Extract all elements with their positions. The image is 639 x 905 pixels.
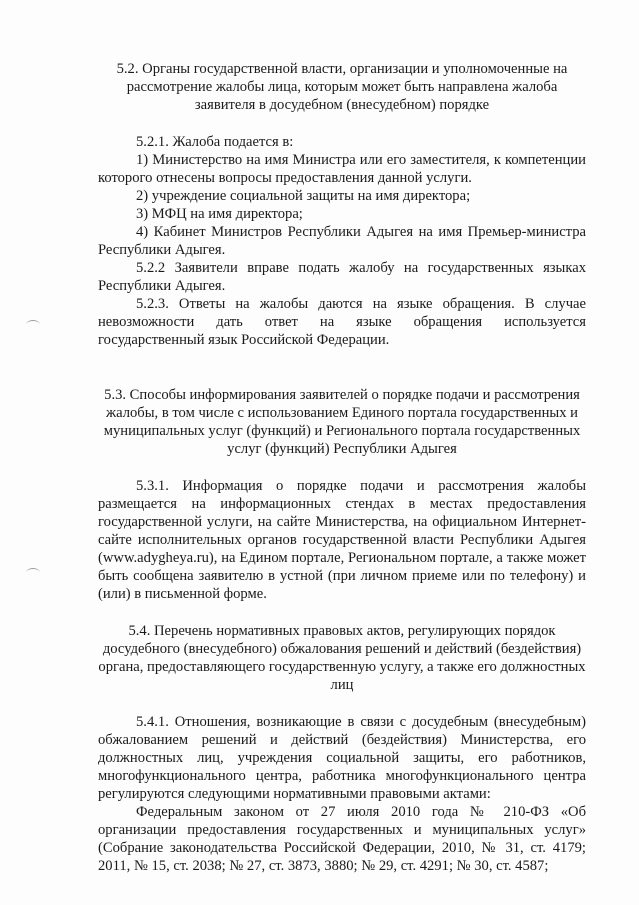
document-body <box>98 60 586 875</box>
paragraph-5-2-3: 5.2.3. Ответы на жалобы даются на языке обращения. В случае невозможности дать ответ на языке обращения используется государственный язык Российской Федерации. <box>98 296 586 348</box>
paragraph-5-4-1: 5.4.1. Отношения, возникающие в связи с досудебным (внесудебным) обжалованием решений и действий (бездействия) Министерства, его должностных лиц, учреждения социальной защиты, его работников, многофункционального центра, работника многофункционального центра регулируются следующими нормативными правовыми актами: <box>98 714 586 802</box>
paragraph-5-2-2: 5.2.2 Заявители вправе подать жалобу на государственных языках Республики Адыгея. <box>98 260 586 294</box>
section-5-4-heading: 5.4. Перечень нормативных правовых актов, регулирующих порядок досудебного (внесудебного) обжалования решений и действий (бездействия) органа, предоставляющего государственную услугу, а также его должностных лиц <box>98 623 586 693</box>
list-item-2: 2) учреждение социальной защиты на имя директора; <box>136 188 471 204</box>
paragraph-federal-law: Федеральным законом от 27 июля 2010 года № 210-ФЗ «Об организации предоставления государственных и муниципальных услуг» (Собрание законодательства Российской Федерации, 2010, № 31, ст. 4179; 2011, № 15, ст. 2038; № 27, ст. 3873, 3880; № 29, ст. 4291; № 30, ст. 4587; <box>98 804 586 874</box>
list-item-3: 3) МФЦ на имя директора; <box>136 206 303 222</box>
list-item-1: 1) Министерство на имя Министра или его заместителя, к компетенции которого отнесены вопросы предоставления данной услуги. <box>98 152 586 186</box>
paragraph-5-2-1: 5.2.1. Жалоба подается в: <box>136 134 294 150</box>
paragraph-5-3-1: 5.3.1. Информация о порядке подачи и рассмотрения жалобы размещается на информационных стендах в местах предоставления государственной услуги, на сайте Министерства, на официальном Интернет-сайте исполнительных органов государственной власти Республики Адыгея (www.adygheya.ru), на Едином портале, Региональном портале, а также может быть сообщена заявителю в устной (при личном приеме или по телефону) и (или) в письменной форме. <box>98 478 586 602</box>
scan-margin-mark <box>26 568 40 577</box>
list-item-4: 4) Кабинет Министров Республики Адыгея на имя Премьер-министра Республики Адыгея. <box>98 224 586 258</box>
section-5-2-heading: 5.2. Органы государственной власти, организации и уполномоченные на рассмотрение жалобы лица, которым может быть направлена жалоба заявителя в досудебном (внесудебном) порядке <box>116 61 568 113</box>
section-5-3-heading: 5.3. Способы информирования заявителей о порядке подачи и рассмотрения жалобы, в том числе с использованием Единого портала государственных и муниципальных услуг (функций) и Регионального портала государственных услуг (функций) Республики Адыгея <box>103 387 581 457</box>
scan-margin-mark <box>26 320 40 329</box>
